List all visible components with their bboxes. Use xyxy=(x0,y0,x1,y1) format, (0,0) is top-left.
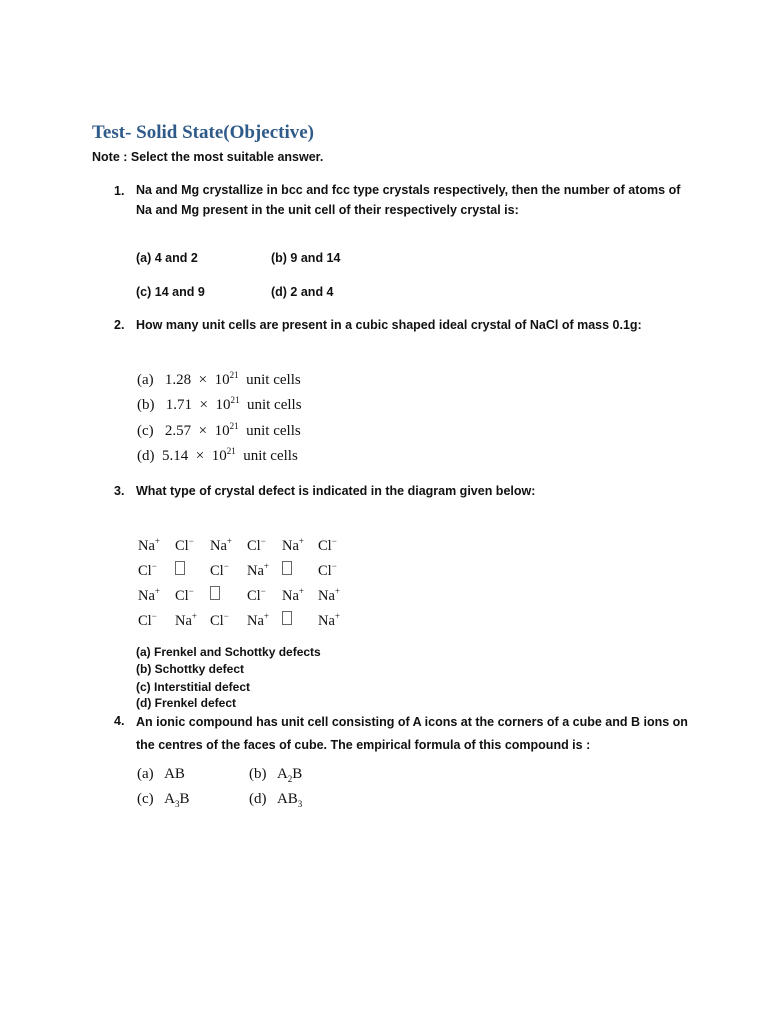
ion-symbol: Cl xyxy=(318,537,332,554)
sodium-ion xyxy=(175,611,197,630)
times-sign: × xyxy=(195,448,205,464)
ion-charge: + xyxy=(298,536,304,546)
times-sign: × xyxy=(198,423,208,439)
ion-charge: + xyxy=(191,611,197,621)
ion-charge: − xyxy=(151,611,157,621)
sodium-ion xyxy=(247,561,269,580)
ion-charge: + xyxy=(263,561,269,571)
ion-symbol: Na xyxy=(247,612,264,629)
ion-charge: − xyxy=(188,536,194,546)
ion-charge: + xyxy=(298,586,304,596)
ion-symbol: Na xyxy=(247,562,264,579)
option-b xyxy=(137,395,302,414)
formula: A xyxy=(276,766,288,782)
question-text: How many unit cells are present in a cubic shaped ideal crystal of NaCl of mass 0.1g: xyxy=(136,318,642,332)
sodium-ion xyxy=(138,586,160,605)
base-ten: 10 xyxy=(214,423,230,439)
option-c: (c) 14 and 9 xyxy=(136,285,205,299)
ion-charge: + xyxy=(154,536,160,546)
option-a: (a) Frenkel and Schottky defects xyxy=(136,645,321,659)
exponent: 21 xyxy=(229,421,239,431)
option-mantissa: 2.57 xyxy=(164,423,192,439)
option-label: (c) xyxy=(137,791,154,807)
chloride-ion xyxy=(210,561,229,580)
formula: B xyxy=(179,791,190,807)
ion-charge: + xyxy=(334,611,340,621)
ion-charge: − xyxy=(223,561,229,571)
chloride-ion xyxy=(318,536,337,555)
ion-symbol: Cl xyxy=(247,587,261,604)
subscript: 3 xyxy=(297,799,303,809)
option-label: (a) xyxy=(137,766,154,782)
unit-text: unit cells xyxy=(246,423,301,439)
subscript: 3 xyxy=(174,799,180,809)
option-mantissa: 1.28 xyxy=(164,372,192,388)
option-b: (b) 9 and 14 xyxy=(271,251,341,265)
base-ten: 10 xyxy=(211,448,227,464)
question-number: 1. xyxy=(114,184,125,198)
ion-charge: − xyxy=(331,536,337,546)
option-d xyxy=(137,446,298,465)
option-c xyxy=(137,791,189,809)
option-mantissa: 5.14 xyxy=(162,448,189,464)
ion-charge: + xyxy=(334,586,340,596)
option-label: (d) xyxy=(249,791,267,807)
times-sign: × xyxy=(199,397,208,413)
ion-symbol: Na xyxy=(282,587,299,604)
vacancy-box-icon xyxy=(210,586,220,604)
question-number: 2. xyxy=(114,318,125,332)
option-d: (d) 2 and 4 xyxy=(271,285,334,299)
option-b xyxy=(249,766,302,784)
formula: AB xyxy=(164,766,185,782)
instruction-note: Note : Select the most suitable answer. xyxy=(92,150,324,164)
option-label: (b) xyxy=(137,397,155,413)
chloride-ion xyxy=(318,561,337,580)
ion-symbol: Na xyxy=(318,612,335,629)
vacancy-box-icon xyxy=(282,561,292,579)
sodium-ion xyxy=(282,536,304,555)
option-b: (b) Schottky defect xyxy=(136,662,245,676)
exponent: 21 xyxy=(229,370,239,380)
chloride-ion xyxy=(175,586,194,605)
sodium-ion xyxy=(318,611,340,630)
ion-charge: − xyxy=(188,586,194,596)
option-a: (a) 4 and 2 xyxy=(136,251,198,265)
vacancy-box-icon xyxy=(282,611,292,625)
question-number: 3. xyxy=(114,484,125,498)
times-sign: × xyxy=(198,372,208,388)
ion-symbol: Cl xyxy=(318,562,332,579)
formula: AB xyxy=(276,791,298,807)
option-d: (d) Frenkel defect xyxy=(136,696,237,710)
option-c: (c) Interstitial defect xyxy=(136,680,251,694)
option-label: (b) xyxy=(249,766,267,782)
ion-charge: − xyxy=(331,561,337,571)
ion-symbol: Cl xyxy=(210,562,224,579)
question-text: Na and Mg crystallize in bcc and fcc type crystals respectively, then the number of atoms of Na and Mg present in the unit cell of their respectively crystal is: xyxy=(136,183,681,217)
option-d xyxy=(249,791,302,809)
ion-symbol: Cl xyxy=(175,537,189,554)
option-label: (a) xyxy=(137,372,154,388)
ion-symbol: Na xyxy=(282,537,299,554)
ion-symbol: Cl xyxy=(247,537,261,554)
chloride-ion xyxy=(247,536,266,555)
base-ten: 10 xyxy=(215,397,231,413)
subscript: 2 xyxy=(287,774,293,784)
sodium-ion xyxy=(247,611,269,630)
page-title: Test- Solid State(Objective) xyxy=(92,122,314,143)
ion-symbol: Cl xyxy=(175,587,189,604)
ion-symbol: Na xyxy=(318,587,335,604)
unit-text: unit cells xyxy=(246,372,301,388)
chloride-ion xyxy=(247,586,266,605)
vacancy-box-icon xyxy=(175,561,185,575)
ion-charge: + xyxy=(226,536,232,546)
option-mantissa: 1.71 xyxy=(165,397,192,413)
ion-symbol: Cl xyxy=(210,612,224,629)
option-a xyxy=(137,370,301,389)
chloride-ion xyxy=(138,611,157,630)
chloride-ion xyxy=(210,611,229,630)
chloride-ion xyxy=(175,536,194,555)
option-a xyxy=(137,766,185,783)
ion-symbol: Na xyxy=(138,587,155,604)
chloride-ion xyxy=(138,561,157,580)
vacancy-box-icon xyxy=(282,561,292,575)
ion-symbol: Na xyxy=(138,537,155,554)
formula: A xyxy=(164,791,175,807)
ion-charge: − xyxy=(260,536,266,546)
vacancy-box-icon xyxy=(282,611,292,629)
sodium-ion xyxy=(282,586,304,605)
option-label: (d) xyxy=(137,448,155,464)
ion-charge: − xyxy=(260,586,266,596)
ion-symbol: Cl xyxy=(138,562,152,579)
question-text: An ionic compound has unit cell consisting of A icons at the corners of a cube and B ions on the centres of the faces of cube. The empirical formula of this compound is : xyxy=(136,715,688,752)
ion-charge: + xyxy=(263,611,269,621)
option-label: (c) xyxy=(137,423,154,439)
ion-symbol: Cl xyxy=(138,612,152,629)
sodium-ion xyxy=(318,586,340,605)
question-text: What type of crystal defect is indicated in the diagram given below: xyxy=(136,484,536,498)
ion-charge: + xyxy=(154,586,160,596)
vacancy-box-icon xyxy=(175,561,185,579)
unit-text: unit cells xyxy=(243,448,298,464)
formula: B xyxy=(292,766,303,782)
exponent: 21 xyxy=(230,395,240,405)
question-number: 4. xyxy=(114,714,125,728)
unit-text: unit cells xyxy=(246,397,302,413)
ion-charge: − xyxy=(223,611,229,621)
ion-symbol: Na xyxy=(210,537,227,554)
sodium-ion xyxy=(210,536,232,555)
vacancy-box-icon xyxy=(210,586,220,600)
sodium-ion xyxy=(138,536,160,555)
base-ten: 10 xyxy=(214,372,230,388)
option-c xyxy=(137,421,301,440)
ion-charge: − xyxy=(151,561,157,571)
exponent: 21 xyxy=(226,446,236,456)
ion-symbol: Na xyxy=(175,612,192,629)
